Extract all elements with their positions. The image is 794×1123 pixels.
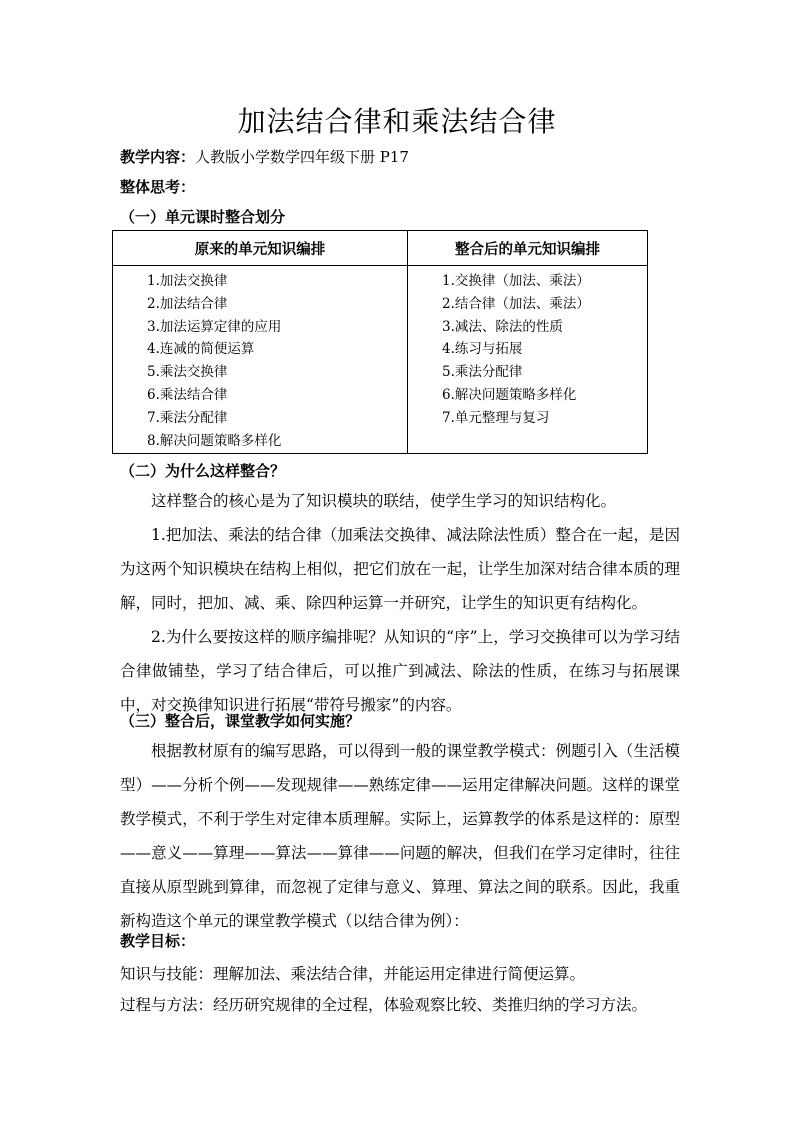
document-title: 加法结合律和乘法结合律 <box>237 105 557 138</box>
teaching-content-value: 人教版小学数学四年级下册 P17 <box>195 148 409 166</box>
teaching-goals-heading: 教学目标： <box>120 932 196 950</box>
table-header-original: 原来的单元知识编排 <box>113 231 408 266</box>
paragraph: 2.为什么要按这样的顺序编排呢？从知识的“序”上，学习交换律可以为学习结合律做铺垫，学习了结合律后，可以推广到减法、除法的性质，在练习与拓展课中，对交换律知识进行拓展“带符号搬家”的内容。 <box>120 628 680 714</box>
integrated-arrangement-cell <box>408 266 648 454</box>
list-item: 3.加法运算定律的应用 <box>147 318 282 335</box>
section-2-heading: （二）为什么这样整合？ <box>120 462 286 480</box>
original-arrangement-list <box>113 270 407 452</box>
list-item: 8.解决问题策略多样化 <box>147 432 282 449</box>
list-item: 3.减法、除法的性质 <box>442 318 563 335</box>
original-arrangement-cell <box>113 266 408 454</box>
overall-thinking-heading: 整体思考： <box>120 178 196 196</box>
list-item: 6.乘法结合律 <box>147 386 228 403</box>
list-item: 7.单元整理与复习 <box>442 409 550 426</box>
integrated-arrangement-list <box>408 270 647 430</box>
list-item: 7.乘法分配律 <box>147 409 228 426</box>
list-item: 2.结合律（加法、乘法） <box>442 295 590 312</box>
list-item: 4.练习与拓展 <box>442 341 523 358</box>
paragraph: 这样整合的核心是为了知识模块的联结，使学生学习的知识结构化。 <box>151 492 617 510</box>
list-item: 1.加法交换律 <box>147 273 228 289</box>
list-item: 5.乘法交换律 <box>147 364 228 381</box>
unit-arrangement-table <box>112 230 648 454</box>
table-header-row <box>113 231 648 266</box>
teaching-content-label: 教学内容： <box>120 148 196 166</box>
section-3-body <box>120 734 680 938</box>
list-item: 4.连减的简便运算 <box>147 341 255 358</box>
teaching-content-line <box>120 146 409 167</box>
list-item: 2.加法结合律 <box>147 295 228 312</box>
table-header-integrated: 整合后的单元知识编排 <box>408 231 648 266</box>
section-2-body <box>120 484 680 722</box>
table-body-row <box>113 266 648 454</box>
paragraph: 根据教材原有的编写思路，可以得到一般的课堂教学模式：例题引入（生活模型）——分析个例——发现规律——熟练定律——运用定律解决问题。这样的课堂教学模式，不利于学生对定律本质理解。实际上，运算教学的体系是这样的：原型——意义——算理——算法——算律——问题的解决，但我们在学习定律时，往往直接从原型跳到算律，而忽视了定律与意义、算理、算法之间的联系。因此，我重新构造这个单元的课堂教学模式（以结合律为例）： <box>120 742 680 930</box>
goal-process-methods: 过程与方法：经历研究规律的全过程，体验观察比较、类推归纳的学习方法。 <box>120 996 648 1014</box>
goal-knowledge-skills: 知识与技能：理解加法、乘法结合律，并能运用定律进行简便运算。 <box>120 965 586 983</box>
section-1-heading: （一）单元课时整合划分 <box>120 208 286 226</box>
list-item: 6.解决问题策略多样化 <box>442 386 577 403</box>
section-3-heading: （三）整合后，课堂教学如何实施？ <box>120 712 361 730</box>
list-item: 1.交换律（加法、乘法） <box>442 273 590 289</box>
list-item: 5.乘法分配律 <box>442 364 523 381</box>
paragraph: 1.把加法、乘法的结合律（加乘法交换律、减法除法性质）整合在一起，是因为这两个知识模块在结构上相似，把它们放在一起，让学生加深对结合律本质的理解，同时，把加、减、乘、除四种运算一并研究，让学生的知识更有结构化。 <box>120 526 680 612</box>
